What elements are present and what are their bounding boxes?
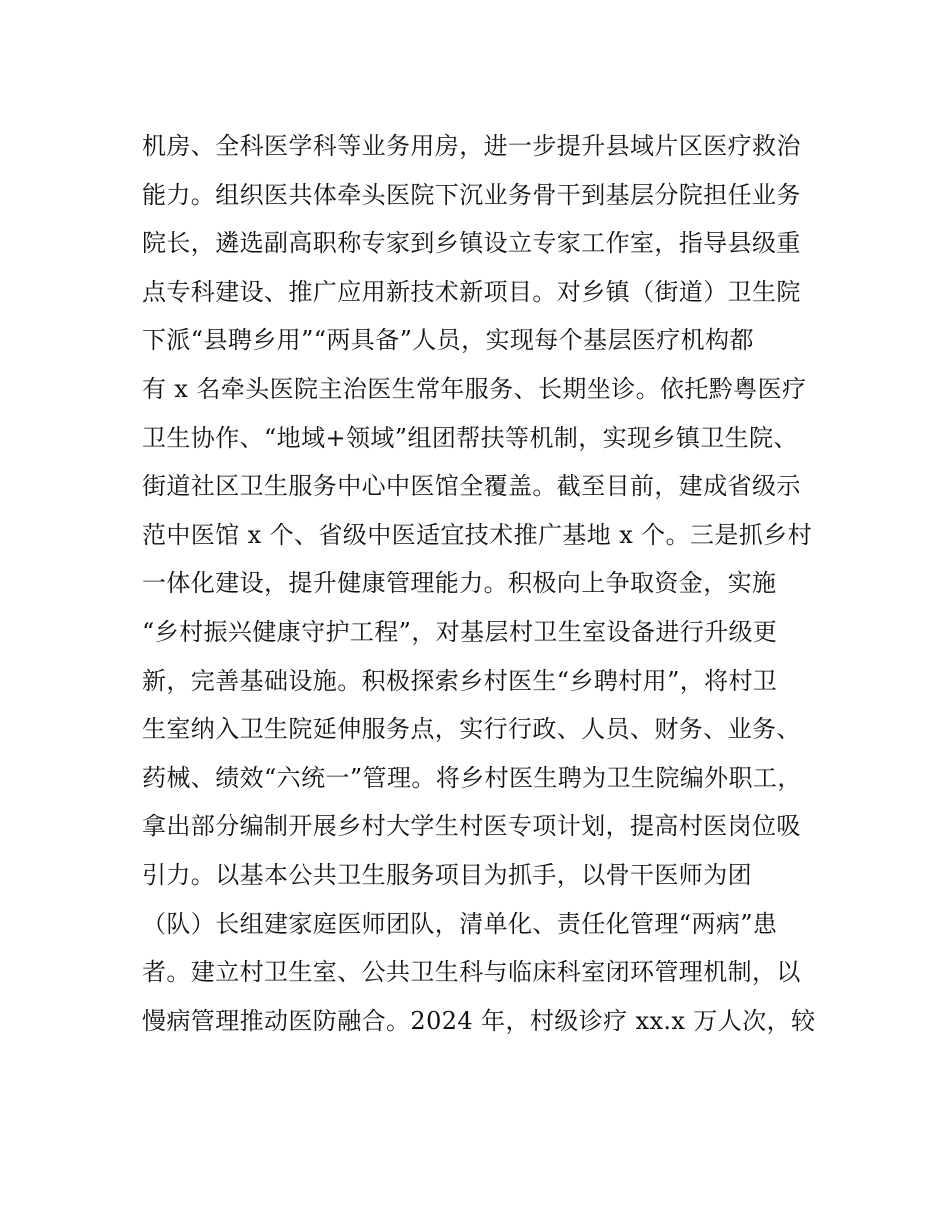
- text-line-3: 院长，遴选副高职称专家到乡镇设立专家工作室，指导县级重: [142, 229, 801, 258]
- text-line-10: 一体化建设，提升健康管理能力。积极向上争取资金，实施: [142, 569, 777, 598]
- body-paragraph: [142, 122, 842, 1045]
- text-line-7: 卫生协作、“地域+领域”组团帮扶等机制，实现乡镇卫生院、: [142, 423, 798, 452]
- text-line-1: 机房、全科医学科等业务用房，进一步提升县域片区医疗救治: [142, 132, 801, 160]
- text-line-9: 范中医馆 x 个、省级中医适宜技术推广基地 x 个。三是抓乡村: [142, 520, 812, 549]
- text-line-16: 引力。以基本公共卫生服务项目为抓手，以骨干医师为团: [142, 860, 752, 889]
- text-line-4: 点专科建设、推广应用新技术新项目。对乡镇（街道）卫生院: [142, 277, 801, 306]
- text-line-8: 街道社区卫生服务中心中医馆全覆盖。截至目前，建成省级示: [142, 472, 801, 501]
- text-line-14: 药械、绩效“六统一”管理。将乡村医生聘为卫生院编外职工，: [142, 763, 802, 792]
- text-line-6: 有 x 名牵头医院主治医生常年服务、长期坐诊。依托黔粤医疗: [142, 374, 807, 403]
- text-line-2: 能力。组织医共体牵头医院下沉业务骨干到基层分院担任业务: [142, 180, 801, 209]
- text-line-12: 新，完善基础设施。积极探索乡村医生“乡聘村用”，将村卫: [142, 666, 778, 695]
- text-line-11: “乡村振兴健康守护工程”，对基层村卫生室设备进行升级更: [142, 617, 778, 646]
- text-line-17: （队）长组建家庭医师团队，清单化、责任化管理“两病”患: [142, 909, 778, 938]
- text-line-13: 生室纳入卫生院延伸服务点，实行行政、人员、财务、业务、: [142, 715, 801, 744]
- text-line-15: 拿出部分编制开展乡村大学生村医专项计划，提高村医岗位吸: [142, 812, 801, 841]
- text-line-5: 下派“县聘乡用”“两具备”人员，实现每个基层医疗机构都: [142, 326, 754, 355]
- text-line-19: 慢病管理推动医防融合。2024 年，村级诊疗 xx.x 万人次，较: [142, 1006, 816, 1035]
- text-line-18: 者。建立村卫生室、公共卫生科与临床科室闭环管理机制，以: [142, 958, 801, 987]
